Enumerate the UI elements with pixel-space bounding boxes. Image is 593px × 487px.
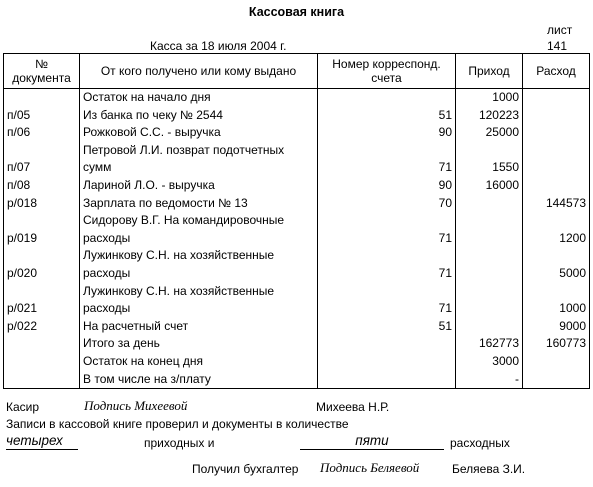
cell-expense — [523, 283, 590, 301]
table-row — [4, 265, 590, 283]
cell-corr-account: 90 — [318, 177, 456, 195]
cell-income — [456, 195, 523, 213]
cell-description: расходы — [80, 230, 318, 248]
cell-description: Лужинкову С.Н. на хозяйственные — [80, 283, 318, 301]
cell-doc-number: п/05 — [4, 107, 80, 125]
cell-doc-number: р/022 — [4, 318, 80, 336]
cell-expense — [523, 212, 590, 230]
sheet-number: 141 — [547, 39, 568, 53]
cell-corr-account — [318, 335, 456, 353]
cell-income — [456, 265, 523, 283]
cell-corr-account: 70 — [318, 195, 456, 213]
cell-doc-number: р/021 — [4, 300, 80, 318]
cell-income — [456, 283, 523, 301]
cell-description: Лужинкову С.Н. на хозяйственные — [80, 247, 318, 265]
cell-doc-number: р/020 — [4, 265, 80, 283]
cell-income: 25000 — [456, 124, 523, 142]
cell-doc-number — [4, 247, 80, 265]
cell-income — [456, 300, 523, 318]
table-row — [4, 353, 590, 371]
cell-doc-number — [4, 212, 80, 230]
table-row — [4, 371, 590, 389]
cell-corr-account: 71 — [318, 159, 456, 177]
cell-corr-account: 51 — [318, 318, 456, 336]
cell-description: расходы — [80, 265, 318, 283]
cell-expense: 1200 — [523, 230, 590, 248]
cash-book-table — [3, 53, 590, 389]
cell-corr-account — [318, 212, 456, 230]
cell-income — [456, 230, 523, 248]
cashier-signature: Подпись Михеевой — [84, 398, 188, 413]
cell-expense: 144573 — [523, 195, 590, 213]
table-row — [4, 247, 590, 265]
table-row — [4, 177, 590, 195]
accountant-name: Беляева З.И. — [452, 462, 526, 476]
cell-doc-number — [4, 283, 80, 301]
accountant-label: Получил бухгалтер — [192, 462, 299, 476]
cell-doc-number: р/018 — [4, 195, 80, 213]
income-docs-label: приходных и — [144, 436, 215, 450]
cell-income: 16000 — [456, 177, 523, 195]
table-row — [4, 283, 590, 301]
cell-expense — [523, 159, 590, 177]
kassa-date: Касса за 18 июля 2004 г. — [150, 39, 287, 53]
cell-description: Остаток на конец дня — [80, 353, 318, 371]
table-row — [4, 195, 590, 213]
table-row — [4, 335, 590, 353]
cell-doc-number — [4, 335, 80, 353]
cell-expense — [523, 177, 590, 195]
expense-docs-label: расходных — [450, 436, 510, 450]
cell-expense: 1000 — [523, 300, 590, 318]
cell-description: Итого за день — [80, 335, 318, 353]
table-row — [4, 124, 590, 142]
cell-expense — [523, 107, 590, 125]
cell-corr-account — [318, 247, 456, 265]
table-row — [4, 107, 590, 125]
cell-expense: 160773 — [523, 335, 590, 353]
table-row — [4, 159, 590, 177]
cell-expense: 5000 — [523, 265, 590, 283]
column-header-expense: Расход — [523, 54, 590, 89]
cell-expense — [523, 371, 590, 389]
cell-income: 3000 — [456, 353, 523, 371]
cell-expense — [523, 124, 590, 142]
cell-corr-account — [318, 283, 456, 301]
column-header-corr: Номер корреспонд. счета — [318, 54, 456, 89]
cashier-name: Михеева Н.Р. — [316, 400, 390, 414]
column-header-doc: № документа — [4, 54, 80, 89]
cell-income: 162773 — [456, 335, 523, 353]
cell-description: На расчетный счет — [80, 318, 318, 336]
cell-doc-number — [4, 89, 80, 107]
table-row — [4, 89, 590, 107]
cell-description: Петровой Л.И. позврат подотчетных — [80, 142, 318, 160]
cell-expense: 9000 — [523, 318, 590, 336]
cell-description: Из банка по чеку № 2544 — [80, 107, 318, 125]
table-row — [4, 318, 590, 336]
cell-description: Зарплата по ведомости № 13 — [80, 195, 318, 213]
cell-income — [456, 212, 523, 230]
cell-expense — [523, 353, 590, 371]
column-header-desc: От кого получено или кому выдано — [80, 54, 318, 89]
column-header-income: Приход — [456, 54, 523, 89]
cell-corr-account: 71 — [318, 300, 456, 318]
cell-description: расходы — [80, 300, 318, 318]
cell-description: сумм — [80, 159, 318, 177]
cell-description: Рожковой С.С. - выручка — [80, 124, 318, 142]
cell-doc-number — [4, 353, 80, 371]
cell-description: Лариной Л.О. - выручка — [80, 177, 318, 195]
cell-corr-account — [318, 371, 456, 389]
cell-doc-number — [4, 142, 80, 160]
income-count-handwritten: четырех — [6, 434, 78, 450]
cell-doc-number — [4, 371, 80, 389]
cell-corr-account — [318, 142, 456, 160]
checked-statement: Записи в кассовой книге проверил и документы в количестве — [6, 417, 349, 431]
cashier-label: Касир — [6, 400, 40, 414]
cell-income — [456, 142, 523, 160]
cell-doc-number: п/07 — [4, 159, 80, 177]
cell-corr-account — [318, 89, 456, 107]
cell-income: 1000 — [456, 89, 523, 107]
cell-corr-account: 51 — [318, 107, 456, 125]
cell-income: 1550 — [456, 159, 523, 177]
cell-income: 120223 — [456, 107, 523, 125]
cell-description: В том числе на з/плату — [80, 371, 318, 389]
cell-description: Сидорову В.Г. На командировочные — [80, 212, 318, 230]
cell-doc-number: п/08 — [4, 177, 80, 195]
table-row — [4, 142, 590, 160]
cell-doc-number: р/019 — [4, 230, 80, 248]
document-title: Кассовая книга — [248, 5, 345, 19]
table-row — [4, 212, 590, 230]
accountant-signature: Подпись Беляевой — [320, 460, 420, 475]
cell-corr-account: 71 — [318, 230, 456, 248]
table-row — [4, 300, 590, 318]
cell-description: Остаток на начало дня — [80, 89, 318, 107]
cell-doc-number: п/06 — [4, 124, 80, 142]
cell-income — [456, 247, 523, 265]
cell-income: - — [456, 371, 523, 389]
sheet-label: лист — [547, 23, 573, 37]
cell-corr-account: 90 — [318, 124, 456, 142]
cell-expense — [523, 142, 590, 160]
table-row — [4, 230, 590, 248]
cell-expense — [523, 89, 590, 107]
cell-corr-account: 71 — [318, 265, 456, 283]
expense-count-handwritten: пяти — [300, 434, 444, 450]
table-header-row — [4, 54, 590, 89]
cell-income — [456, 318, 523, 336]
cell-expense — [523, 247, 590, 265]
cell-corr-account — [318, 353, 456, 371]
